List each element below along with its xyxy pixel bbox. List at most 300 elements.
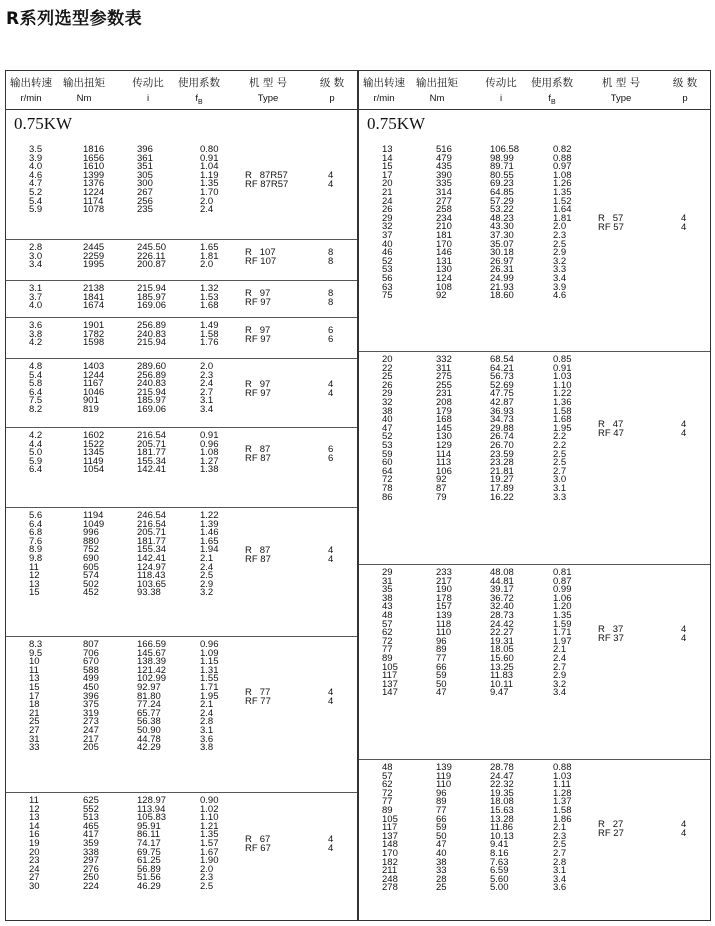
ratio-value: 64.21 [490,362,514,374]
ratio-value: 98.99 [490,152,514,164]
speed-value: 15 [29,587,40,599]
torque-value: 396 [83,690,99,702]
factor-value: 1.70 [200,186,219,198]
ratio-value: 200.87 [137,259,167,271]
ratio-value: 19.31 [490,635,514,647]
torque-value: 417 [83,829,99,841]
factor-value: 1.81 [200,250,219,262]
table-header [6,71,357,110]
speed-value: 59 [382,448,393,460]
factor-value: 1.11 [553,779,571,791]
factor-value: 1.53 [200,291,219,303]
ratio-value: 169.06 [137,300,167,312]
speed-column [382,569,398,698]
ratio-value: 128.97 [137,795,167,806]
header-factor: 使用系数 [531,77,573,89]
group-1 [6,109,357,240]
speed-value: 29 [382,388,393,400]
speed-value: 53 [382,264,393,276]
torque-value: 131 [436,255,452,267]
page-title: R系列选型参数表 [6,9,143,29]
pole-count [681,214,686,232]
ratio-value: 30.18 [490,247,514,259]
header-factor-unit: $f_B$ [195,93,203,106]
torque-column [436,569,452,698]
speed-value: 72 [382,787,393,799]
torque-value: 516 [436,144,452,155]
ratio-value: 19.35 [490,787,514,799]
speed-value: 3.1 [29,283,43,294]
speed-value: 11 [29,561,39,573]
speed-value: 4.8 [29,361,43,372]
factor-value: 2.7 [553,847,567,859]
header-torque-unit: Nm [429,93,445,104]
ratio-value: 181.77 [137,447,167,459]
ratio-value: 42.29 [137,742,161,754]
torque-value: 139 [436,762,452,773]
speed-value: 5.2 [29,186,43,198]
ratio-value: 42.87 [490,396,514,408]
factor-value: 1.46 [200,527,219,539]
model-type [245,546,271,564]
factor-value: 0.91 [200,152,219,164]
factor-value: 0.80 [200,144,219,155]
ratio-value: 245.50 [137,242,167,253]
ratio-column [490,569,514,698]
speed-value: 24 [29,863,40,875]
pole-count [328,445,333,463]
torque-value: 59 [436,670,447,682]
model-type-line: R 47 [598,419,624,431]
group-2 [6,239,357,281]
model-type-line: R 87 [245,545,271,556]
speed-value: 9.8 [29,552,43,564]
factor-value: 1.67 [200,846,219,858]
header-ratio: 传动比 [132,77,164,89]
speed-value: 63 [382,281,393,293]
torque-value: 210 [436,221,452,233]
factor-value: 3.1 [553,865,567,877]
factor-value: 2.4 [200,707,214,719]
ratio-value: 74.17 [137,837,161,849]
ratio-column [490,764,514,893]
model-type [245,835,271,853]
speed-value: 38 [382,592,393,604]
ratio-value: 240.83 [137,378,167,390]
pole-count-line: 4 [328,834,334,846]
torque-value: 2259 [83,250,105,262]
pole-count-line: 6 [328,324,334,336]
torque-value: 255 [436,379,452,391]
ratio-value: 80.55 [490,169,514,181]
speed-value: 3.7 [29,291,43,303]
pole-count [328,289,333,307]
speed-value: 117 [382,670,398,682]
factor-value: 1.26 [553,178,572,190]
speed-value: 9.5 [29,647,43,659]
torque-value: 752 [83,544,99,556]
ratio-value: 44.81 [490,575,514,587]
factor-value: 1.59 [553,618,572,630]
ratio-value: 8.16 [490,847,509,859]
ratio-value: 18.08 [490,796,514,808]
torque-value: 179 [436,405,452,417]
factor-value: 3.1 [200,395,214,407]
factor-value: 1.37 [553,796,572,808]
torque-value: 79 [436,491,447,503]
factor-value: 0.91 [200,430,219,441]
ratio-value: 50.90 [137,724,161,736]
speed-value: 17 [29,690,40,702]
speed-value: 13 [382,144,393,155]
speed-value: 47 [382,422,393,434]
speed-value: 5.4 [29,195,43,207]
header-speed: 输出转速 [10,77,52,89]
speed-value: 5.8 [29,378,43,390]
factor-value: 1.97 [553,635,572,647]
torque-value: 250 [83,872,99,884]
factor-value: 1.76 [200,337,219,349]
ratio-value: 215.94 [137,283,167,294]
factor-value: 2.5 [553,457,567,469]
ratio-value: 22.32 [490,779,514,791]
factor-value: 1.49 [200,320,219,331]
speed-value: 5.0 [29,447,43,459]
ratio-column [137,244,166,270]
speed-value: 27 [29,724,40,736]
speed-value: 35 [382,584,393,596]
torque-value: 28 [436,873,447,885]
ratio-value: 256.89 [137,369,167,381]
model-type [245,326,271,344]
pole-count-line: 6 [328,452,334,464]
model-type-line: RF 107 [245,255,277,267]
ratio-value: 24.42 [490,618,514,630]
pole-count-line: 6 [328,443,334,455]
ratio-column [137,512,166,598]
speed-value: 20 [382,354,393,365]
factor-column [553,146,572,301]
header-torque: 输出扭矩 [63,77,105,89]
ratio-value: 46.29 [137,880,161,892]
group-3 [359,564,710,760]
torque-value: 452 [83,587,99,599]
torque-value: 234 [436,212,452,224]
factor-column [553,356,572,502]
torque-value: 25 [436,882,447,894]
pole-count-line: 8 [328,246,334,258]
torque-value: 276 [83,863,99,875]
factor-value: 2.0 [200,361,214,372]
speed-value: 89 [382,804,393,816]
factor-value: 1.81 [553,212,572,224]
speed-value: 86 [382,491,393,503]
torque-value: 114 [436,448,452,460]
ratio-value: 18.60 [490,290,514,302]
speed-value: 64 [382,465,393,477]
factor-value: 3.2 [553,678,567,690]
factor-value: 2.2 [553,431,567,443]
factor-value: 2.5 [200,570,214,582]
speed-value: 6.8 [29,527,43,539]
factor-value: 3.2 [200,587,214,599]
ratio-value: 105.83 [137,812,167,824]
factor-value: 2.8 [553,856,567,868]
header-poles-unit: p [329,93,335,104]
header-type-unit: Type [257,93,279,104]
factor-value: 2.0 [200,259,214,271]
factor-value: 1.90 [200,855,219,867]
ratio-value: 68.54 [490,354,514,365]
speed-value: 14 [29,820,40,832]
factor-value: 1.71 [200,681,219,693]
factor-column [200,641,219,753]
pole-count-line: 4 [681,222,687,234]
torque-value: 108 [436,281,452,293]
ratio-value: 185.97 [137,395,167,407]
torque-value: 77 [436,804,447,816]
ratio-value: 10.11 [490,678,514,690]
model-type-line: RF 57 [598,222,624,234]
ratio-value: 113.94 [137,803,166,815]
speed-value: 248 [382,873,398,885]
left-parameter-table [5,70,358,921]
ratio-value: 216.54 [137,430,167,441]
torque-value: 275 [436,371,452,383]
factor-value: 0.82 [553,144,572,155]
ratio-value: 235 [137,204,153,216]
ratio-value: 102.99 [137,673,167,685]
ratio-value: 300 [137,178,153,190]
torque-value: 139 [436,609,452,621]
factor-value: 1.10 [200,812,219,824]
pole-count-line: 8 [328,255,334,267]
torque-value: 110 [436,779,452,791]
ratio-value: 226.11 [137,250,166,262]
speed-value: 56 [382,272,393,284]
factor-value: 2.5 [200,880,214,892]
ratio-value: 64.85 [490,186,514,198]
ratio-value: 138.39 [137,656,167,668]
right-parameter-table [358,70,711,921]
speed-value: 20 [382,178,393,190]
model-type-line: R 97 [245,324,271,336]
torque-value: 38 [436,856,447,868]
torque-value: 1244 [83,369,105,381]
ratio-value: 29.88 [490,422,514,434]
speed-column [382,146,393,301]
header-poles: 级 数 [319,77,345,89]
speed-value: 5.6 [29,510,43,521]
factor-value: 1.28 [553,787,572,799]
ratio-value: 53.22 [490,204,514,216]
pole-count [328,688,333,706]
speed-value: 4.0 [29,300,43,312]
speed-value: 137 [382,830,398,842]
speed-value: 77 [382,796,393,808]
factor-value: 1.35 [553,186,572,198]
torque-value: 1078 [83,204,105,216]
torque-value: 335 [436,178,452,190]
torque-value: 807 [83,639,99,650]
speed-value: 62 [382,779,393,791]
ratio-value: 69.23 [490,178,514,190]
factor-value: 2.1 [200,699,214,711]
header-torque-unit: Nm [76,93,92,104]
ratio-value: 23.59 [490,448,514,460]
factor-value: 1.65 [200,535,219,547]
model-type [245,445,271,463]
factor-value: 2.7 [553,661,567,673]
speed-column [29,146,42,215]
ratio-value: 65.77 [137,707,161,719]
torque-value: 390 [436,169,452,181]
factor-value: 3.6 [200,733,214,745]
torque-value: 124 [436,272,452,284]
torque-value: 247 [83,724,99,736]
torque-column [83,797,99,892]
speed-value: 3.9 [29,152,43,164]
torque-value: 130 [436,264,452,276]
speed-value: 8.3 [29,639,43,650]
group-4 [6,317,357,359]
factor-value: 1.39 [200,518,219,530]
factor-value: 1.31 [200,664,219,676]
model-type-line: RF 97 [245,333,271,345]
speed-column [29,512,42,598]
factor-value: 3.1 [200,724,214,736]
ratio-value: 215.94 [137,386,167,398]
speed-column [29,363,42,415]
torque-value: 502 [83,578,99,590]
factor-value: 2.9 [553,670,567,682]
ratio-value: 5.00 [490,882,509,894]
torque-value: 1522 [83,438,105,450]
speed-value: 211 [382,865,398,877]
ratio-column [137,146,153,215]
speed-value: 32 [382,396,393,408]
speed-value: 40 [382,414,393,426]
torque-value: 297 [83,855,99,867]
speed-value: 14 [382,152,393,164]
speed-value: 4.2 [29,430,43,441]
torque-value: 59 [436,822,447,834]
model-type-line: R 67 [245,834,271,846]
ratio-value: 396 [137,144,153,155]
ratio-value: 19.27 [490,474,514,486]
torque-value: 1656 [83,152,105,164]
ratio-value: 103.65 [137,578,167,590]
speed-column [29,432,42,475]
speed-value: 4.0 [29,161,43,173]
ratio-value: 9.47 [490,687,509,699]
ratio-value: 34.73 [490,414,514,426]
ratio-value: 256.89 [137,320,167,331]
torque-value: 1610 [83,161,105,173]
ratio-value: 361 [137,152,153,164]
pole-count-line: 4 [681,623,687,635]
factor-column [200,285,219,311]
ratio-value: 16.22 [490,491,514,503]
header-speed: 输出转速 [363,77,405,89]
speed-value: 3.0 [29,250,43,262]
group-9 [6,792,357,921]
factor-value: 0.90 [200,795,219,806]
factor-value: 2.1 [200,552,214,564]
table-header [359,71,710,110]
factor-value: 2.7 [553,465,567,477]
speed-value: 4.6 [29,169,43,181]
factor-column [200,244,219,270]
factor-value: 2.3 [200,369,214,381]
ratio-value: 185.97 [137,291,167,303]
model-type-line: R 57 [598,213,624,225]
torque-value: 338 [83,846,99,858]
ratio-value: 51.56 [137,872,161,884]
speed-value: 46 [382,247,393,259]
speed-value: 52 [382,431,393,443]
speed-value: 72 [382,474,393,486]
ratio-value: 118.43 [137,570,166,582]
pole-count-line: 8 [328,296,334,308]
ratio-value: 15.60 [490,652,514,664]
factor-value: 2.5 [553,839,567,851]
torque-value: 92 [436,474,447,486]
torque-value: 1149 [83,455,104,467]
ratio-value: 215.94 [137,337,167,349]
model-type-line: RF 27 [598,827,624,839]
speed-value: 60 [382,457,393,469]
torque-value: 50 [436,830,447,842]
factor-value: 1.06 [553,592,572,604]
factor-value: 1.71 [553,627,572,639]
speed-value: 13 [29,673,40,685]
factor-value: 3.4 [553,272,567,284]
factor-value: 2.4 [200,561,214,573]
factor-value: 1.86 [553,813,572,825]
speed-value: 4.7 [29,178,43,190]
ratio-value: 23.28 [490,457,514,469]
torque-value: 2445 [83,242,105,253]
model-type-line: R 97 [245,287,271,299]
ratio-value: 121.42 [137,664,167,676]
speed-value: 15 [382,161,393,173]
model-type [245,248,276,266]
ratio-value: 35.07 [490,238,514,250]
factor-value: 1.22 [553,388,572,400]
torque-value: 178 [436,592,452,604]
speed-value: 62 [382,627,393,639]
speed-value: 72 [382,635,393,647]
factor-value: 1.22 [200,510,219,521]
torque-value: 40 [436,847,447,859]
ratio-value: 155.34 [137,544,167,556]
factor-value: 1.65 [200,242,219,253]
header-ratio: 传动比 [485,77,517,89]
pole-count-line: 6 [328,333,334,345]
ratio-column [137,432,166,475]
ratio-value: 10.13 [490,830,514,842]
speed-value: 137 [382,678,398,690]
header-factor-subscript: B [550,98,556,106]
pole-count [328,248,333,266]
factor-value: 3.0 [553,474,567,486]
model-type-line: R 27 [598,818,624,830]
speed-value: 182 [382,856,398,868]
model-type [598,214,624,232]
factor-value: 0.81 [553,567,572,578]
model-type-line: R 87R57 [245,170,288,182]
